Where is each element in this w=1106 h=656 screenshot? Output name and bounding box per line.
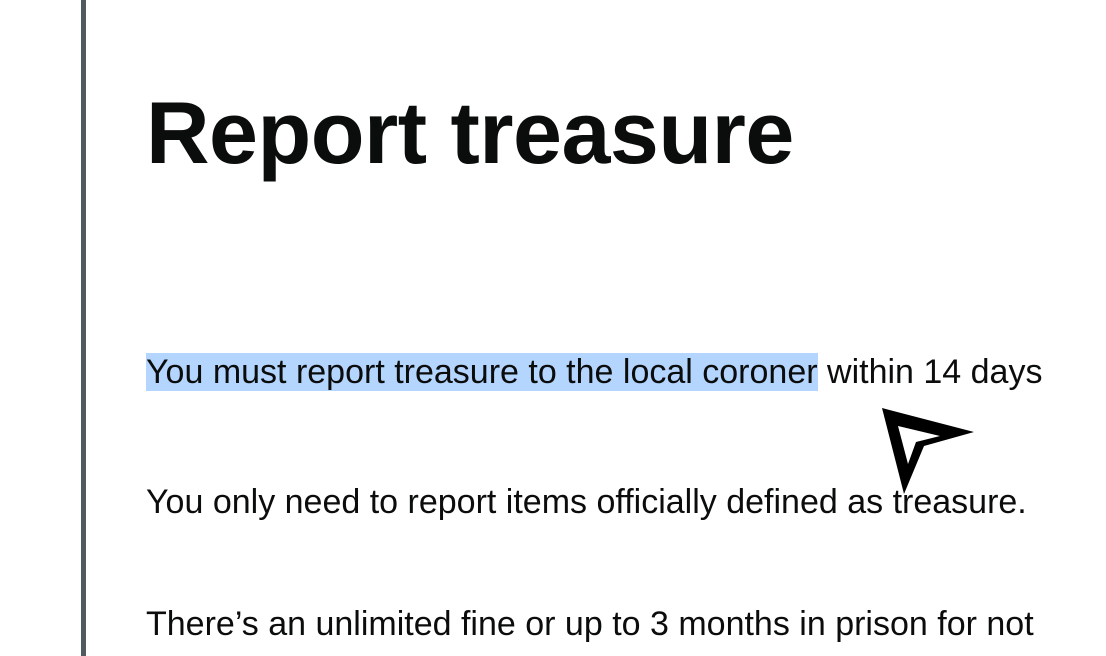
left-border-rule [81,0,86,656]
mouse-pointer-icon [876,402,986,502]
paragraph-treasure-definition[interactable]: You only need to report items officially defined as treasure. [146,483,1027,521]
paragraph-penalty[interactable]: There’s an unlimited fine or up to 3 months in prison for not [146,605,1034,643]
paragraph-reporting-deadline[interactable] [146,340,1042,404]
page-title: Report treasure [146,83,794,182]
main-content [146,0,1106,656]
selected-text[interactable]: You must report treasure to the local coroner [146,353,818,391]
paragraph-remainder[interactable]: within 14 days [817,353,1043,391]
